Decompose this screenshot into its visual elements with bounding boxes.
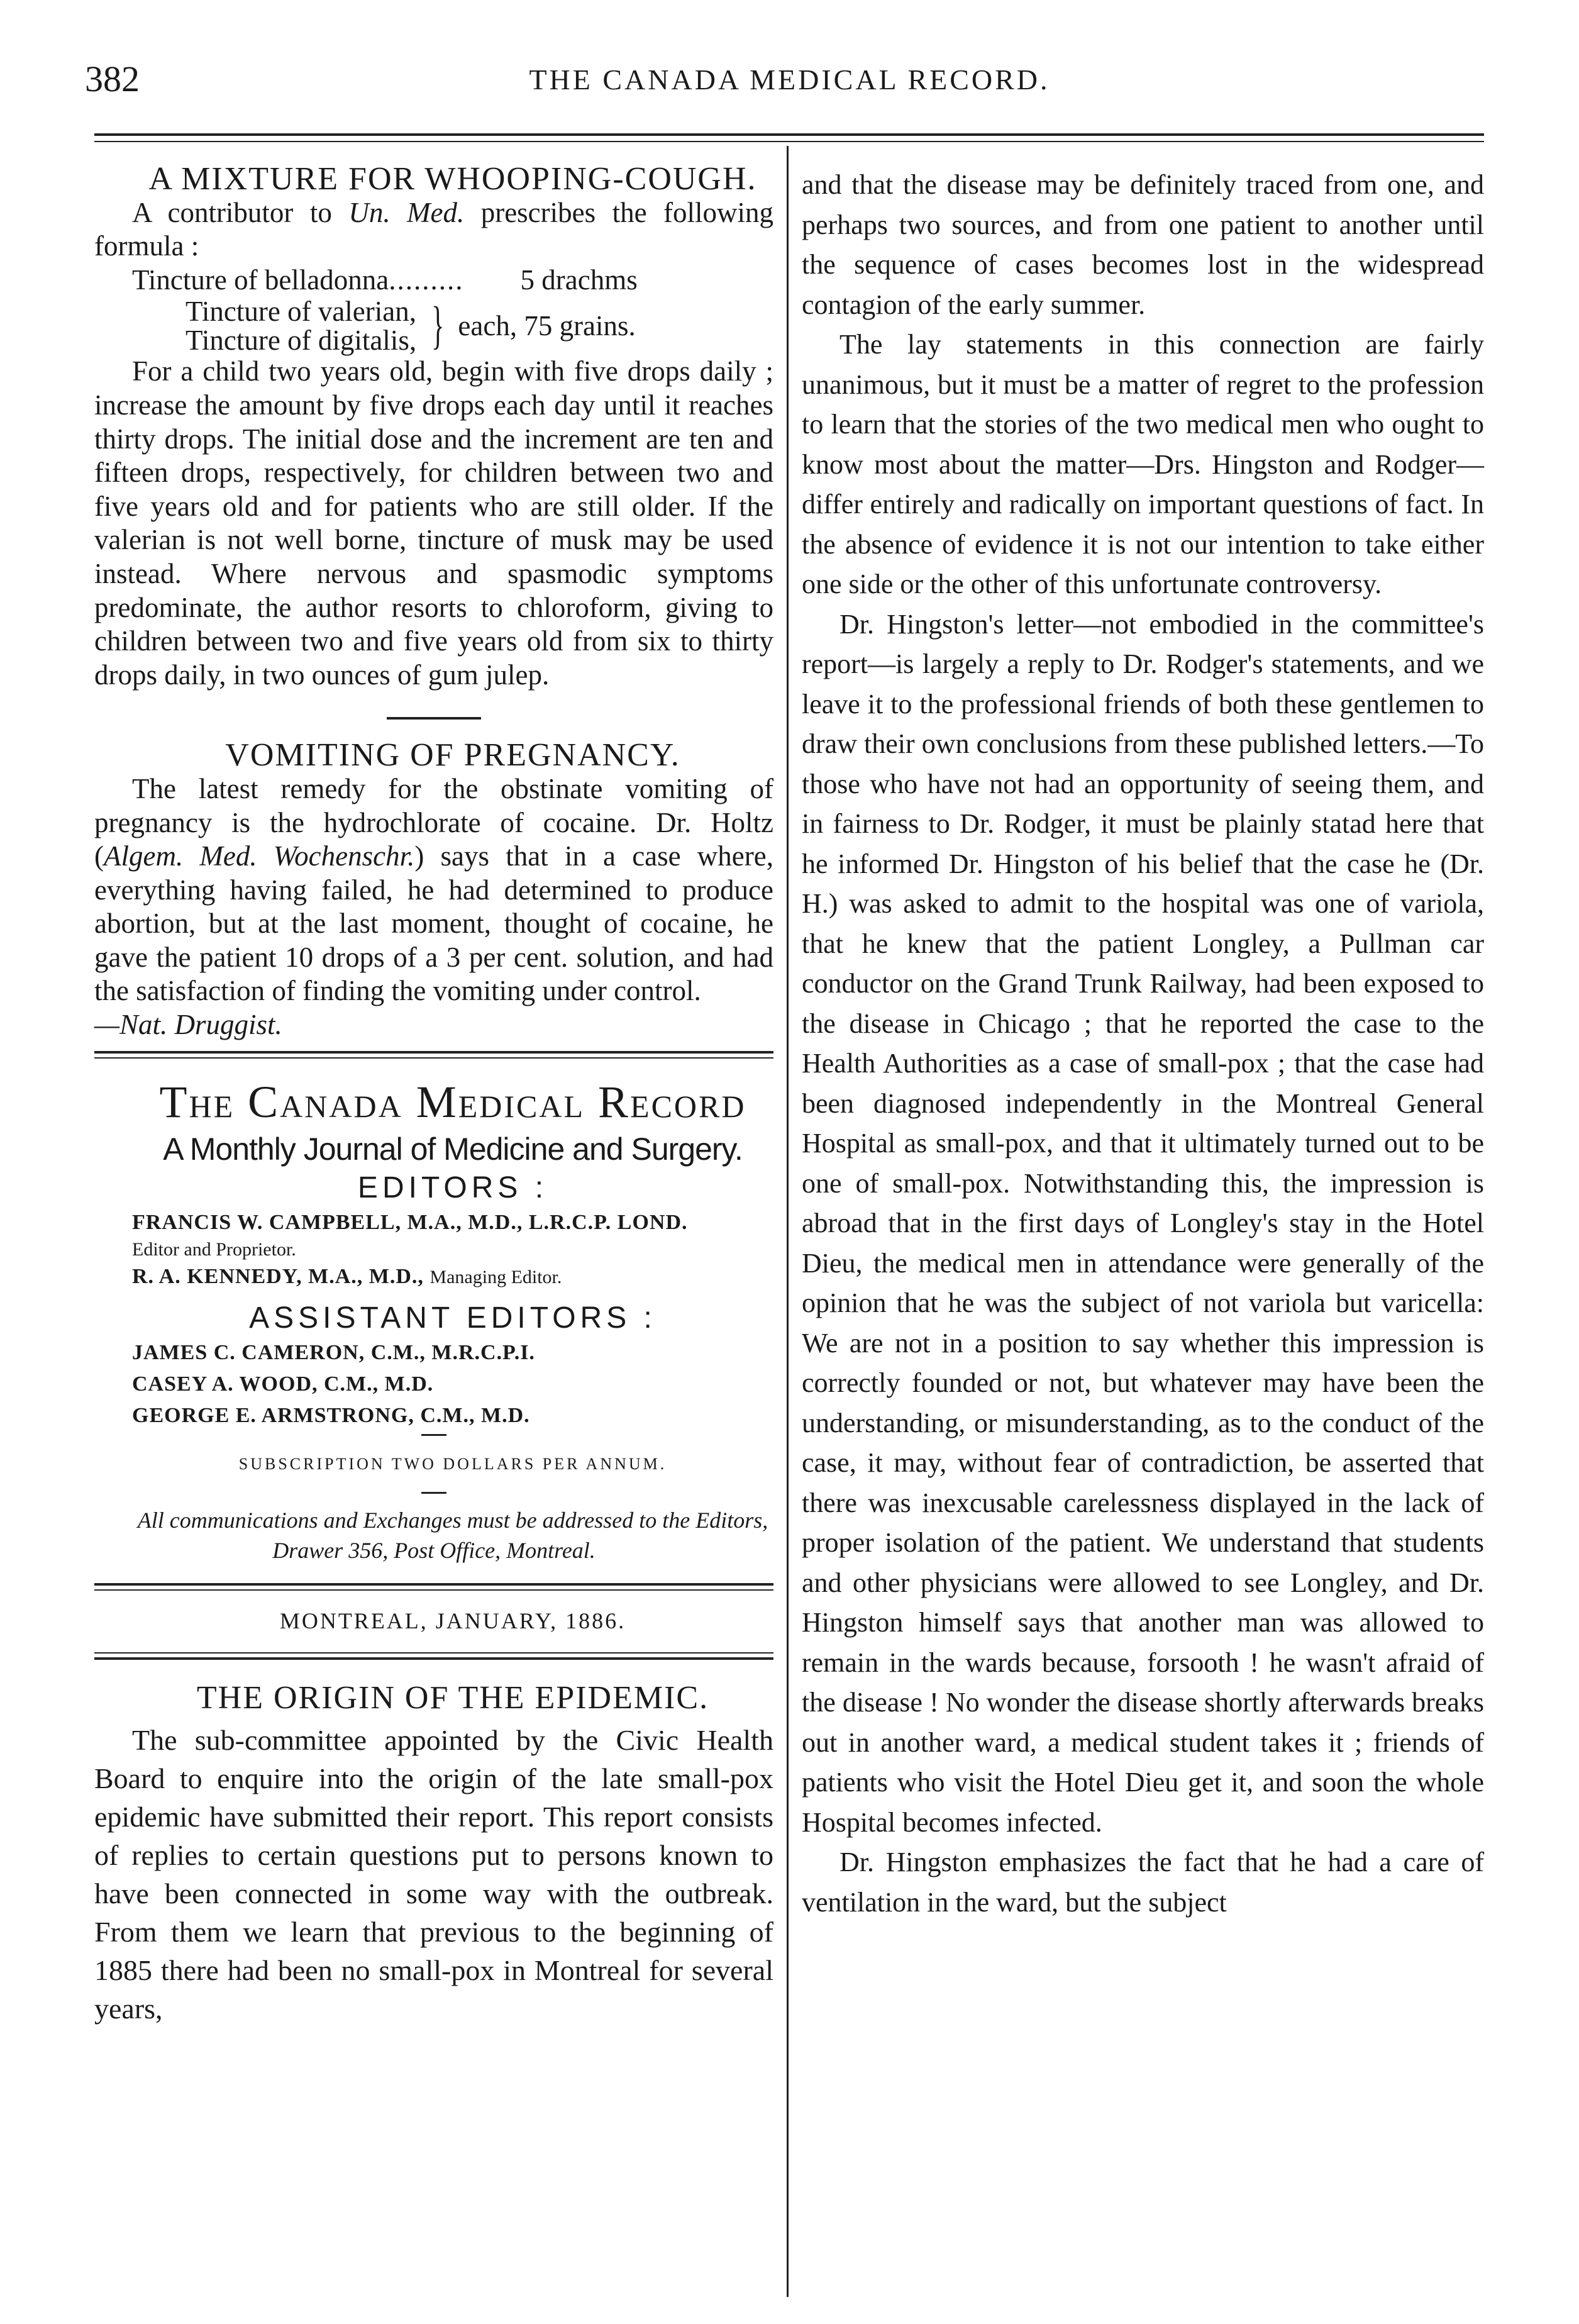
- right-paragraph-1: and that the disease may be definitely traced from one, and perhaps two sources, and from one patient to another until the sequence of cases becomes lost in the widespread contagion of the early summer.: [802, 169, 1484, 320]
- editors-label: EDITORS :: [357, 1170, 548, 1204]
- masthead-rule-top-2: [94, 1057, 773, 1059]
- vomiting-credit: [94, 1008, 773, 1042]
- origin-title: THE ORIGIN OF THE EPIDEMIC.: [196, 1679, 709, 1716]
- header-rule-bottom: [94, 141, 1484, 142]
- dateline-rule-top-2: [94, 1589, 773, 1591]
- editor-1: FRANCIS W. CAMPBELL, M.A., M.D., L.R.C.P. LOND.: [132, 1210, 688, 1234]
- vomiting-credit-text: —Nat. Druggist.: [94, 1009, 282, 1041]
- dateline-rule-bottom-2: [94, 1657, 773, 1660]
- brace-glyph: }: [431, 296, 445, 355]
- origin-body: The sub-committee appointed by the Civic Health Board to enquire into the origin of the late small-pox epidemic have submitted their report. This report consists of replies to certain questions put to persons known to have been connected in some way with the outbreak. From them we learn that previous to the beginning of 1885 there had been no small-pox in Montreal for several years,: [94, 1724, 773, 2025]
- assistant-1: JAMES C. CAMERON, C.M., M.R.C.P.I.: [132, 1340, 535, 1364]
- whooping-intro-2: prescribes the following formula :: [94, 196, 773, 262]
- assistant-editors-label: ASSISTANT EDITORS :: [249, 1301, 657, 1335]
- page-number: 382: [85, 58, 140, 99]
- masthead-title: The Canada Medical Record: [159, 1076, 746, 1127]
- section-divider: [387, 717, 481, 720]
- vomiting-source: Algem. Med. Wochenschr.: [104, 840, 415, 872]
- tiny-rule-2: [421, 1492, 446, 1494]
- editor-1-role: Editor and Proprietor.: [132, 1238, 296, 1260]
- vomiting-body-2: ) says that in a case where, everything having failed, he had determined to produce abortion, but at the last moment, thought of cocaine, he gave the patient 10 drops of a 3 per cent. solution, and had the satisfaction of finding the vomiting under control.: [94, 840, 773, 1007]
- right-paragraph-3: Dr. Hingston's letter—not embodied in the committee's report—is largely a reply to Dr. Rodger's statements, and we leave it to the professional friends of both these gentlemen to draw their own conclusions from these published letters.—To those who have not had an opportunity of seeing them, and in fairness to Dr. Rodger, it must be plainly statad here that he informed Dr. Hingston of his belief that the case he (Dr. H.) was asked to admit to the hospital was one of variola, that he knew that the patient Longley, a Pullman car conductor on the Grand Trunk Railway, had been exposed to the disease in Chicago ; that he reported the case to the Health Authorities as a case of small-pox ; that the case had been diagnosed independently in the Montreal General Hospital as small-pox, and that it ultimately turned out to be one of small-pox. Notwithstanding this, the impression is abroad that in the first days of Longley's stay in the Hotel Dieu, the medical men in attendance were generally of the opinion that he was the subject of not variola but varicella: We are not in a position to say whether this impression is correctly founded or not, but whatever may have been the understanding, or misunderstanding, as to the conduct of the case, it may, without fear of contradiction, be asserted that there was inexcusable carelessness displayed in the lack of proper isolation of the patient. We understand that students and other physicians were allowed to see Longley, and Dr. Hingston himself says that another man was allowed to remain in the wards because, forsooth ! he wasn't afraid of the disease ! No wonder the disease shortly afterwards breaks out in another ward, a medical student takes it ; friends of patients who visit the Hotel Dieu get it, and soon the whole Hospital becomes infected.: [802, 608, 1484, 1838]
- vomiting-title: VOMITING OF PREGNANCY.: [225, 737, 680, 774]
- rx-group-names: [186, 297, 416, 355]
- rx-1-dots: .........: [389, 264, 464, 296]
- rx-group: [186, 297, 773, 355]
- tiny-rule-1: [421, 1434, 446, 1436]
- whooping-intro-source: Un. Med.: [348, 196, 465, 228]
- rx-2b-name: Tincture of digitalis,: [186, 325, 417, 357]
- address-notice: All communications and Exchanges must be addressed to the Editors, Drawer 356, Post Office, Montreal.: [137, 1508, 768, 1564]
- masthead-rule-top: [94, 1051, 773, 1054]
- right-column: [802, 165, 1484, 1922]
- whooping-body: For a child two years old, begin with five drops daily ; increase the amount by five drops each day until it reaches thirty drops. The initial dose and the increment are ten and fifteen drops, respectively, for children between two and five years old and for patients who are still older. If the valerian is not well borne, tincture of musk may be used instead. Where nervous and spasmodic symptoms predominate, the author resorts to chloroform, giving to children between two and five years old from six to thirty drops daily, in two ounces of gum julep.: [94, 355, 773, 691]
- assistant-3: GEORGE E. ARMSTRONG, C.M., M.D.: [132, 1403, 530, 1427]
- dateline-rule-top: [94, 1583, 773, 1586]
- whooping-intro: [94, 196, 773, 264]
- dateline-rule-bottom: [94, 1652, 773, 1654]
- rx-2a-name: Tincture of valerian,: [186, 296, 416, 328]
- vomiting-body-1: The latest remedy for the obstinate vomiting of pregnancy is the hydrochlorate of cocaine. Dr. Holtz (: [94, 772, 773, 872]
- right-paragraph-4: Dr. Hingston emphasizes the fact that he had a care of ventilation in the ward, but the subject: [802, 1847, 1484, 1918]
- editor-2-role: Managing Editor.: [429, 1266, 562, 1287]
- vomiting-body: [94, 772, 773, 1008]
- header-rule-top: [94, 133, 1484, 136]
- subscription-line: SUBSCRIPTION TWO DOLLARS PER ANNUM.: [238, 1454, 667, 1473]
- assistant-2: CASEY A. WOOD, C.M., M.D.: [132, 1372, 434, 1396]
- rx-1-qty: 5 drachms: [520, 264, 638, 296]
- left-column: [94, 162, 773, 2028]
- whooping-intro-1: A contributor to: [132, 196, 349, 228]
- right-paragraph-2: The lay statements in this connection are fairly unanimous, but it must be a matter of regret to the profession to learn that the stories of the two medical men who ought to know most about the matter—Drs. Hingston and Rodger—differ entirely and radically on important questions of fact. In the absence of evidence it is not our intention to take either one side or the other of this unfortunate controversy.: [802, 329, 1484, 599]
- dateline: MONTREAL, JANUARY, 1886.: [279, 1608, 626, 1634]
- editor-2: [94, 1261, 773, 1293]
- rx-1-name: Tincture of belladonna: [132, 264, 389, 296]
- whooping-title: A MIXTURE FOR WHOOPING-COUGH.: [148, 161, 757, 197]
- rx-line-1: [94, 264, 773, 297]
- running-title: THE CANADA MEDICAL RECORD.: [529, 64, 1050, 96]
- editor-2-name: R. A. KENNEDY, M.A., M.D.,: [132, 1264, 424, 1288]
- rx-2-qty: each, 75 grains.: [458, 309, 636, 342]
- masthead-subtitle: A Monthly Journal of Medicine and Surgery.: [163, 1131, 743, 1167]
- column-divider: [787, 146, 789, 2297]
